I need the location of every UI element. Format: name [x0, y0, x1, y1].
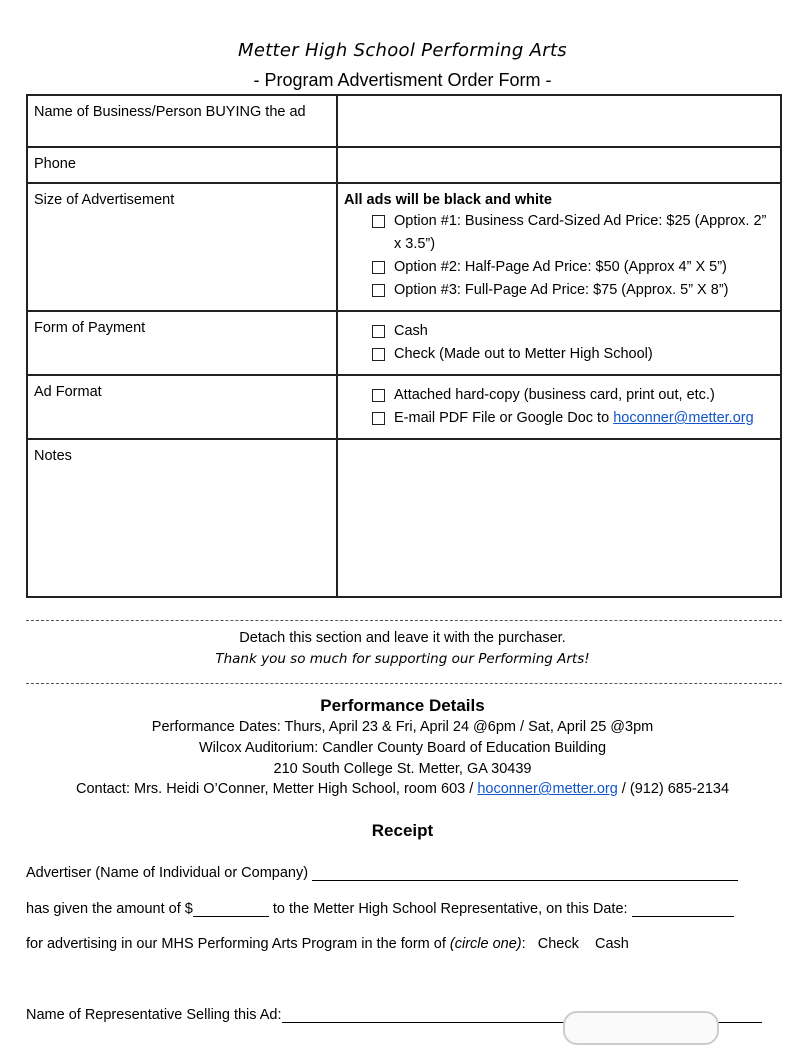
size-label: Size of Advertisement	[27, 183, 337, 311]
option-label: Attached hard-copy (business card, print out, etc.)	[394, 387, 715, 403]
receipt-amount	[26, 901, 734, 917]
notes-label: Notes	[27, 439, 337, 597]
amount-blank[interactable]	[193, 902, 269, 917]
name-label: Name of Business/Person BUYING the ad	[27, 95, 337, 147]
cut-line	[26, 683, 782, 684]
rep-label: Name of Representative Selling this Ad:	[26, 1007, 282, 1023]
contact-text: Contact: Mrs. Heidi O’Conner, Metter High School, room 603 /	[75, 781, 478, 797]
date-blank[interactable]	[632, 902, 734, 917]
floating-button[interactable]	[563, 1011, 719, 1045]
amount-label: has given the amount of $	[26, 901, 193, 917]
phone-field[interactable]	[337, 147, 781, 183]
performance-dates: Performance Dates: Thurs, April 23 & Fri, April 24 @6pm / Sat, April 25 @3pm	[151, 719, 654, 735]
notes-field[interactable]	[337, 439, 781, 597]
option-label: Check (Made out to Metter High School)	[394, 346, 653, 362]
thank-you-text: Thank you so much for supporting our Performing Arts!	[215, 651, 590, 667]
size-option-2[interactable]	[372, 256, 774, 279]
option-label: E-mail PDF File or Google Doc to	[394, 410, 614, 426]
advertiser-blank[interactable]	[312, 866, 738, 881]
size-option-1[interactable]	[372, 210, 774, 256]
phone-label: Phone	[27, 147, 337, 183]
option-cash[interactable]: Cash	[594, 936, 629, 952]
payment-option-cash[interactable]	[372, 320, 774, 343]
size-option-3[interactable]	[372, 279, 774, 302]
checkbox-icon[interactable]	[372, 412, 385, 425]
payment-cell	[337, 311, 781, 375]
date-label: to the Metter High School Representative, on this Date:	[268, 901, 632, 917]
payment-option-check[interactable]	[372, 343, 774, 366]
contact-email-link[interactable]: hoconner@metter.org	[477, 781, 618, 797]
form-title: Metter High School Performing Arts	[237, 40, 567, 61]
size-note: All ads will be black and white	[344, 192, 552, 208]
size-cell	[337, 183, 781, 311]
format-cell	[337, 375, 781, 439]
option-label: Option #3: Full-Page Ad Price: $75 (Approx. 5” X 8”)	[394, 282, 729, 298]
format-option-hardcopy[interactable]	[372, 384, 774, 407]
payment-label: Form of Payment	[27, 311, 337, 375]
advertiser-label: Advertiser (Name of Individual or Company)	[26, 865, 313, 881]
performance-venue: Wilcox Auditorium: Candler County Board of Education Building	[198, 740, 607, 756]
circle-one-note: (circle one)	[449, 936, 522, 952]
option-check[interactable]: Check	[537, 936, 579, 952]
checkbox-icon[interactable]	[372, 348, 385, 361]
checkbox-icon[interactable]	[372, 261, 385, 274]
format-label: Ad Format	[27, 375, 337, 439]
performance-contact	[0, 781, 790, 797]
option-label: Option #2: Half-Page Ad Price: $50 (Approx 4” X 5”)	[394, 259, 727, 275]
checkbox-icon[interactable]	[372, 215, 385, 228]
checkbox-icon[interactable]	[372, 284, 385, 297]
contact-phone: / (912) 685-2134	[617, 781, 730, 797]
format-option-email[interactable]	[372, 407, 774, 430]
order-form-table	[26, 94, 782, 598]
option-label: Cash	[394, 323, 428, 339]
email-link[interactable]: hoconner@metter.org	[613, 410, 754, 426]
form-subtitle: - Program Advertisment Order Form -	[253, 70, 552, 90]
receipt-advertiser	[26, 865, 738, 881]
receipt-form	[26, 936, 629, 952]
performance-heading: Performance Details	[320, 696, 485, 715]
name-field[interactable]	[337, 95, 781, 147]
receipt-heading: Receipt	[371, 821, 434, 840]
option-label: Option #1: Business Card-Sized Ad Price: $25 (Approx. 2” x 3.5”)	[394, 213, 767, 252]
cut-line	[26, 620, 782, 621]
checkbox-icon[interactable]	[372, 325, 385, 338]
form-label: for advertising in our MHS Performing Arts Program in the form of	[26, 936, 450, 952]
checkbox-icon[interactable]	[372, 389, 385, 402]
detach-text: Detach this section and leave it with the purchaser.	[239, 630, 566, 646]
performance-address: 210 South College St. Metter, GA 30439	[273, 761, 532, 777]
colon: :	[521, 936, 526, 952]
